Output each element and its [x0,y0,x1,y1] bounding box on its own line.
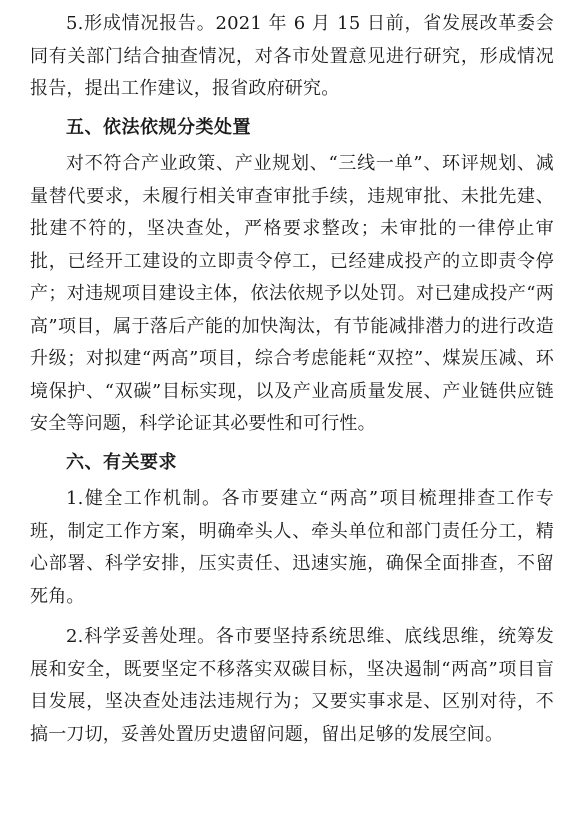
section-5-heading: 五、依法依规分类处置 [66,116,251,138]
section-6-heading: 六、有关要求 [66,451,177,473]
section-5-body: 对不符合产业政策、产业规划、“三线一单”、环评规划、减量替代要求，未履行相关审查审批手续，违规审批、未批先建、批建不符的，坚决查处，严格要求整改；未审批的一律停止审批，已经开工建设的立即责令停工，已经建成投产的立即责令停产；对违规项目建设主体，依法依规予以处罚。对已建成投产“两高”项目，属于落后产能的加快淘汰，有节能减排潜力的进行改造升级；对拟建“两高”项目，综合考虑能耗“双控”、煤炭压减、环境保护、“双碳”目标实现，以及产业高质量发展、产业链供应链安全等问题，科学论证其必要性和可行性。 [30,153,554,434]
section-6-item-2: 2.科学妥善处理。各市要坚持系统思维、底线思维，统筹发展和安全，既要坚定不移落实双碳目标，坚决遏制“两高”项目盲目发展，坚决查处违法违规行为；又要实事求是、区别对待，不搞一刀切，妥善处置历史遗留问题，留出足够的发展空间。 [30,626,554,745]
section-6-item-1: 1.健全工作机制。各市要建立“两高”项目梳理排查工作专班，制定工作方案，明确牵头人、牵头单位和部门责任分工，精心部署、科学安排，压实责任、迅速实施，确保全面排查，不留死角。 [30,488,554,607]
paragraph-item-5: 5.形成情况报告。2021 年 6 月 15 日前，省发展改革委会同有关部门结合抽查情况，对各市处置意见进行研究，形成情况报告，提出工作建议，报省政府研究。 [30,13,554,99]
